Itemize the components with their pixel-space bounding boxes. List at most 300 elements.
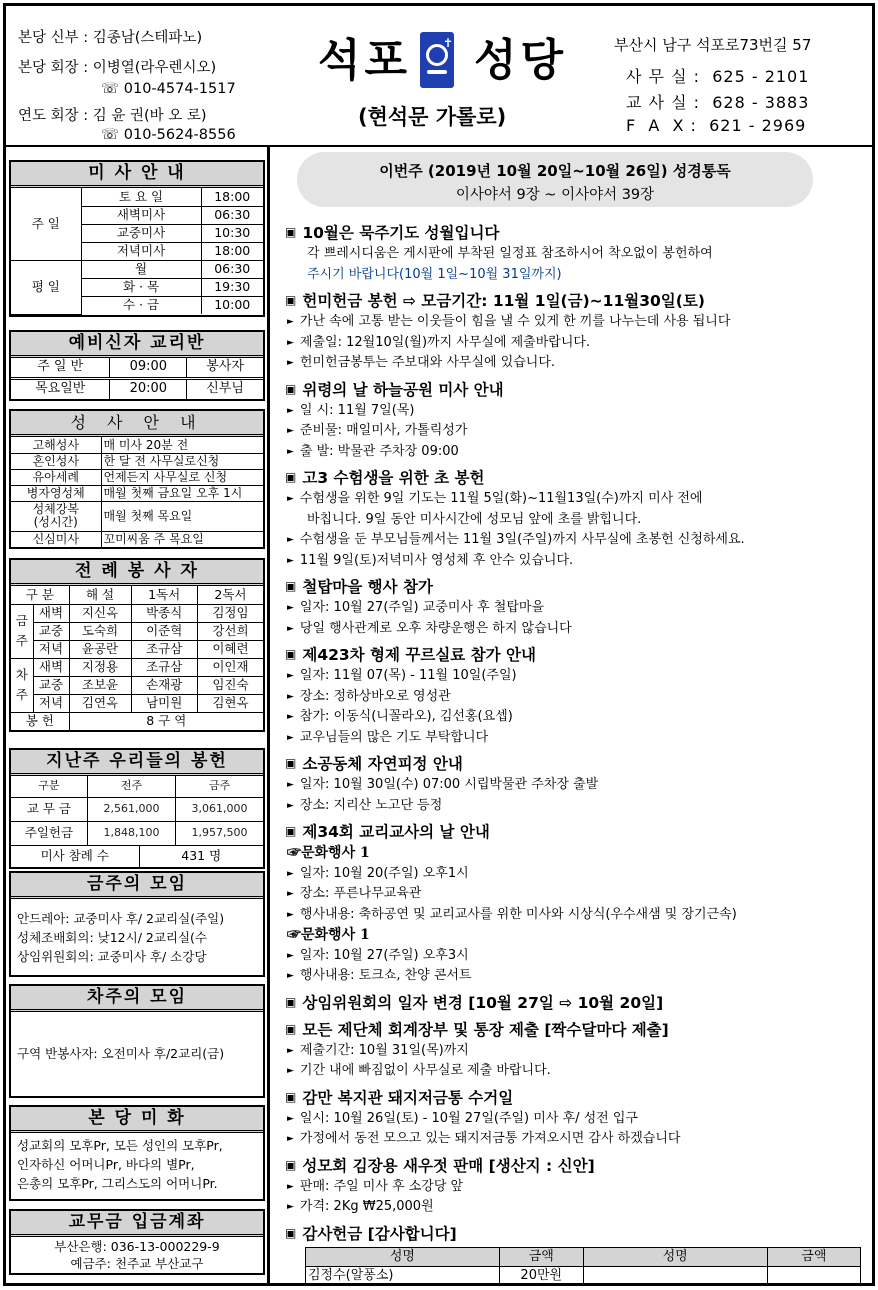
sacrament-name: 고해성사 (11, 437, 101, 453)
minister-name: 이인재 (197, 658, 263, 676)
title-left: 석포 (318, 35, 412, 86)
triangle-bullet-icon: ► (287, 868, 294, 879)
office-value: 621 - 2969 (709, 116, 807, 135)
mass-time: 06:30 (201, 206, 263, 224)
bible-title: 이번주 (2019년 10월 20일~10월 26일) 성경통독 (379, 162, 731, 180)
notice-line (285, 265, 870, 286)
table-row (11, 694, 263, 712)
notice-subheading (285, 925, 870, 946)
notice-line-text: 판매: 주일 미사 후 소강당 앞 (299, 1178, 464, 1194)
square-bullet-icon: ▣ (285, 1157, 297, 1172)
class-name: 목요일반 (11, 378, 110, 399)
notice-line-text: 기간 내에 빠짐없이 사무실로 제출 바랍니다. (299, 1063, 551, 1078)
president: 본당 회장 : 이병열(라우렌시오) (18, 60, 217, 76)
mass-name: 토 요 일 (81, 188, 201, 206)
this-week-value: 3,061,000 (176, 797, 263, 821)
notice-line (285, 489, 870, 510)
offering-row (11, 712, 263, 730)
bible-reading-banner (297, 152, 813, 207)
notice-line-text: 수험생을 위한 9일 기도는 11월 5일(화)~11월13일(수)까지 미사 전에 (299, 491, 703, 506)
class-teacher: 봉사자 (187, 358, 263, 378)
notice-title-text: 10월은 묵주기도 성월입니다 (302, 224, 500, 242)
notice-line (285, 312, 870, 333)
triangle-bullet-icon: ► (287, 712, 294, 722)
mass-name: 저녁 (33, 694, 69, 712)
triangle-bullet-icon: ► (287, 1066, 294, 1076)
notice-title-text: 위령의 날 하늘공원 미사 안내 (302, 380, 504, 399)
notice-title (285, 466, 870, 489)
teacher-room-phone (626, 90, 809, 113)
notice-line-text: 장소: 푸른나무교육관 (299, 886, 422, 901)
minister-name: 남미원 (131, 694, 197, 712)
notice-line-text: 주시기 바랍니다(10월 1일~10월 31일까지) (307, 266, 562, 282)
notice-line-text: 가정에서 동전 모으고 있는 돼지저금통 가져오시면 감사 하겠습니다 (299, 1131, 681, 1146)
sacrament-info: 매 미사 20분 전 (101, 437, 263, 453)
table-row (11, 604, 263, 622)
sacraments-box (9, 409, 265, 549)
box-title: 전 례 봉 사 자 (11, 560, 263, 586)
notice-line-text: 일시: 10월 26일(토) - 10월 27일(주일) 미사 후/ 성전 입구 (299, 1110, 638, 1126)
attendance-value: 431 명 (181, 848, 222, 864)
notice-line-text: ☞문화행사 1 (287, 845, 370, 861)
notice-line (285, 707, 870, 728)
sacrament-info: 꼬미씨움 주 목요일 (101, 531, 263, 547)
col-header: 성명 (583, 1247, 767, 1266)
liturgy-table (11, 586, 263, 730)
notice-title (285, 991, 870, 1014)
notice-line-text: 장소: 정하상바오로 영성관 (299, 688, 451, 704)
table-row (11, 676, 263, 694)
attendance-label: 미사 참례 수 (11, 846, 139, 867)
mass-name: 교중미사 (81, 224, 201, 242)
col-header: 금주 (176, 776, 263, 797)
notice-section (285, 1018, 870, 1082)
triangle-bullet-icon: ► (287, 909, 294, 920)
notice-section (285, 991, 870, 1014)
mass-name: 저녁미사 (81, 242, 201, 260)
row-label: 교 무 금 (11, 797, 87, 821)
square-bullet-icon: ▣ (285, 994, 297, 1009)
pastor: 본당 신부 : 김종남(스테파노) (18, 30, 203, 46)
triangle-bullet-icon: ► (287, 603, 294, 613)
notice-title-text: 철탑마을 행사 참가 (302, 578, 433, 596)
minister-name: 임진숙 (197, 676, 263, 694)
bank-account: 부산은행: 036-13-000229-9 (54, 1239, 220, 1254)
box-title: 차주의 모임 (11, 986, 263, 1012)
minister-name: 김연옥 (69, 694, 131, 712)
notice-section (285, 221, 870, 285)
square-bullet-icon: ▣ (285, 293, 297, 307)
offering-label: 봉 헌 (11, 712, 69, 730)
vice-president: 연도 회장 : 김 윤 권(바 오 로) (18, 108, 207, 124)
notice-title-text: 성모회 김장용 새우젓 판매 [생산지 : 신안] (302, 1156, 595, 1175)
notice-section (285, 643, 870, 748)
mass-name: 월 (81, 260, 201, 278)
office-value: 625 - 2101 (712, 67, 810, 86)
triangle-bullet-icon: ► (287, 889, 294, 899)
sunday-label: 주 일 (11, 188, 81, 260)
sacrament-info: 매월 첫째 목요일 (101, 501, 263, 531)
notice-line-text: 헌미헌금봉투는 주보대와 사무실에 있습니다. (299, 355, 556, 370)
this-week-value: 1,957,500 (176, 821, 263, 845)
triangle-bullet-icon: ► (287, 494, 294, 504)
notice-line (285, 551, 870, 572)
notice-title (285, 820, 870, 843)
notice-line-text: 가난 속에 고통 받는 이웃들이 힘을 낼 수 있게 한 끼를 나누는데 사용 됩니다 (299, 314, 731, 329)
notice-line-text: ☞문화행사 1 (287, 927, 370, 943)
notice-section (285, 752, 870, 816)
notice-line-text: 11월 9일(토)저녁미사 영성체 후 안수 있습니다. (299, 552, 574, 568)
catechumen-box (9, 330, 265, 401)
box-title: 성 사 안 내 (11, 411, 263, 437)
mass-time: 18:00 (201, 188, 263, 206)
notice-line-text: 일자: 10월 27(주일) 오후3시 (299, 947, 469, 963)
square-bullet-icon: ▣ (285, 647, 297, 661)
notice-line (285, 421, 870, 442)
notice-title (285, 1154, 870, 1177)
office-label: F A X : (626, 116, 697, 135)
col-header: 구분 (11, 776, 87, 797)
minister-name: 손재광 (131, 676, 197, 694)
col-header: 금액 (767, 1247, 860, 1266)
minister-name: 김현옥 (197, 694, 263, 712)
triangle-bullet-icon: ► (287, 535, 294, 545)
triangle-bullet-icon: ► (287, 1045, 294, 1056)
triangle-bullet-icon: ► (287, 732, 294, 743)
notice-line-text: 제출기간: 10월 31일(목)까지 (299, 1042, 469, 1058)
next-week-meetings-box (9, 984, 265, 1098)
box-title: 미 사 안 내 (11, 162, 263, 188)
class-name: 주 일 반 (11, 358, 110, 378)
notice-line-text: 일자: 11월 07(목) - 11월 10일(주일) (299, 668, 517, 683)
notice-section (285, 466, 870, 571)
notice-line (285, 442, 870, 463)
notice-line-text: 바칩니다. 9일 동안 미사시간에 성모님 앞에 초를 밝힙니다. (307, 511, 642, 527)
mass-name: 화 · 목 (81, 278, 201, 296)
notice-line (285, 666, 870, 687)
triangle-bullet-icon: ► (287, 623, 294, 634)
table-row (11, 469, 263, 485)
vice-president-phone: ☏ 010-5624-8556 (101, 127, 236, 143)
triangle-bullet-icon: ► (287, 950, 294, 961)
mass-schedule-box (9, 160, 265, 317)
notice-line-text: 출 발: 박물관 주차장 09:00 (299, 443, 459, 459)
notice-line-text: 장소: 지리산 노고단 등정 (299, 797, 443, 813)
triangle-bullet-icon: ► (287, 1134, 294, 1144)
notice-line (285, 728, 870, 749)
notice-line-text: 제출일: 12월10일(월)까지 사무실에 제출바랍니다. (299, 334, 591, 350)
notice-line-text: 가격: 2Kg ₩25,000원 (299, 1199, 434, 1214)
donor-name: 김정수(알퐁소) (306, 1266, 500, 1285)
minister-name: 윤공란 (69, 640, 131, 658)
sacrament-name: 혼인성사 (11, 453, 101, 469)
square-bullet-icon: ▣ (285, 1021, 297, 1036)
class-time: 20:00 (110, 378, 187, 399)
table-row (11, 640, 263, 658)
triangle-bullet-icon: ► (287, 317, 294, 327)
header (6, 6, 872, 147)
box-title: 예비신자 교리반 (11, 332, 263, 358)
mass-time: 19:30 (201, 278, 263, 296)
triangle-bullet-icon: ► (287, 691, 294, 702)
flowers-box (9, 1105, 265, 1201)
sacrament-name: 유아세례 (11, 469, 101, 485)
square-bullet-icon: ▣ (285, 756, 297, 770)
flowers-line: 인자하신 어머니Pr, 바다의 별Pr, (17, 1157, 195, 1172)
col-header: 2독서 (197, 586, 263, 604)
minister-name: 이혜련 (197, 640, 263, 658)
address: 부산시 남구 석포로73번길 57 (614, 36, 812, 54)
left-column (6, 147, 270, 1283)
square-bullet-icon: ▣ (285, 1225, 297, 1240)
weekday-label: 평 일 (11, 260, 81, 314)
square-bullet-icon: ▣ (285, 381, 297, 396)
box-title: 교무금 입금계좌 (11, 1211, 263, 1237)
notice-line (285, 353, 870, 374)
notice-title-text: 감만 복지관 돼지저금통 수거일 (302, 1088, 514, 1107)
square-bullet-icon: ▣ (285, 824, 297, 838)
notice-section (285, 575, 870, 639)
minister-name: 강선희 (197, 622, 263, 640)
table-row (11, 453, 263, 469)
box-title: 본 당 미 화 (11, 1107, 263, 1133)
office-label: 교 사 실 : (626, 93, 701, 112)
notice-line (285, 864, 870, 885)
notice-title (285, 289, 870, 312)
notice-line-text: 참가: 이동식(니꼴라오), 김선홍(요셉) (299, 709, 513, 724)
notice-line (285, 884, 870, 905)
offering-table (11, 776, 263, 867)
triangle-bullet-icon: ► (287, 555, 294, 566)
minister-name: 조보윤 (69, 676, 131, 694)
notice-subheading (285, 843, 870, 864)
notice-line (285, 1197, 870, 1218)
table-row (11, 658, 263, 676)
church-logo-icon: ✝ (420, 32, 454, 88)
offering-value: 8 구 역 (69, 712, 263, 730)
amount: 20만원 (499, 1266, 583, 1285)
account-holder: 예금주: 천주교 부산교구 (70, 1256, 204, 1271)
thanks-offering-table (305, 1247, 861, 1286)
triangle-bullet-icon: ► (287, 780, 294, 790)
triangle-bullet-icon: ► (287, 337, 294, 348)
notice-title (285, 752, 870, 775)
mass-time: 06:30 (201, 260, 263, 278)
notice-title-text: 헌미헌금 봉헌 ⇨ 모금기간: 11월 1일(금)~11월30일(토) (302, 292, 705, 310)
week-label: 차 주 (11, 658, 33, 712)
table-row (11, 622, 263, 640)
notice-title-text: 소공동체 자연피정 안내 (302, 755, 463, 773)
meeting-line: 구역 반봉사자: 오전미사 후/2교리(금) (17, 1046, 225, 1061)
notice-line (285, 966, 870, 987)
class-time: 09:00 (110, 358, 187, 378)
liturgy-ministers-box (9, 558, 265, 732)
notice-line (285, 530, 870, 551)
notice-line-text: 당일 행사관계로 오후 차량운행은 하지 않습니다 (299, 620, 572, 636)
triangle-bullet-icon: ► (287, 358, 294, 368)
flowers-line: 은총의 모후Pr, 그리스도의 어머니Pr. (17, 1176, 218, 1191)
notice-title (285, 1018, 870, 1041)
notice-line-text: 행사내용: 축하공연 및 교리교사를 위한 미사와 시상식(우수새샘 및 장기근속) (299, 906, 737, 922)
notice-title (285, 1086, 870, 1109)
mass-table (11, 188, 263, 315)
notice-line (285, 1041, 870, 1062)
triangle-bullet-icon: ► (287, 1181, 294, 1192)
notice-line (285, 510, 870, 531)
header-row (306, 1247, 861, 1266)
box-title: 지난주 우리들의 봉헌 (11, 750, 263, 776)
right-column (273, 147, 872, 1283)
triangle-bullet-icon: ► (287, 446, 294, 457)
offering-box (9, 748, 265, 869)
this-week-meetings-box (9, 871, 265, 977)
meeting-line: 성체조배회의: 낮12시/ 2교리실(수 (17, 930, 208, 945)
col-header: 1독서 (131, 586, 197, 604)
amount (767, 1266, 860, 1285)
col-header: 성명 (306, 1247, 500, 1266)
flowers-line: 성교회의 모후Pr, 모든 성인의 모후Pr, (17, 1138, 223, 1153)
mass-name: 새벽 (33, 604, 69, 622)
title-right: 성당 (474, 35, 568, 86)
minister-name: 김정임 (197, 604, 263, 622)
donor-name (583, 1266, 767, 1285)
mass-name: 저녁 (33, 640, 69, 658)
minister-name: 도숙희 (69, 622, 131, 640)
table-row (11, 485, 263, 501)
notice-section (285, 1086, 870, 1150)
notice-line (285, 1129, 870, 1150)
notices (285, 221, 870, 1290)
notice-title-text: 고3 수험생을 위한 초 봉헌 (302, 469, 485, 487)
triangle-bullet-icon: ► (287, 405, 294, 416)
minister-name: 이준혁 (131, 622, 197, 640)
notice-title (285, 575, 870, 598)
notice-section (285, 378, 870, 463)
triangle-bullet-icon: ► (287, 671, 294, 681)
notice-line (285, 687, 870, 708)
subtitle: (현석문 가롤로) (358, 105, 507, 129)
account-box (9, 1209, 265, 1275)
president-phone: ☏ 010-4574-1517 (101, 81, 236, 97)
last-week-value: 1,848,100 (87, 821, 175, 845)
notice-line-text: 수험생을 둔 부모님들께서는 11월 3일(주일)까지 사무실에 초봉헌 신청하세요. (299, 532, 745, 547)
notice-section (285, 289, 870, 374)
mass-name: 교중 (33, 622, 69, 640)
notice-line-text: 교우님들의 많은 기도 부탁합니다 (299, 729, 489, 745)
notice-title-text: 제423차 형제 꾸르실료 참가 안내 (302, 646, 536, 664)
fax (626, 116, 806, 135)
notice-line-text: 준비물: 매일미사, 가톨릭성가 (299, 423, 468, 438)
triangle-bullet-icon: ► (287, 800, 294, 811)
sacrament-name: 신심미사 (11, 531, 101, 547)
notice-line-text: 일자: 10월 27(주일) 교중미사 후 철탑마을 (299, 600, 545, 615)
triangle-bullet-icon: ► (287, 971, 294, 981)
notice-title-text: 제34회 교리교사의 날 안내 (302, 823, 490, 841)
notice-line (285, 1177, 870, 1198)
mass-name: 새벽 (33, 658, 69, 676)
mass-name: 교중 (33, 676, 69, 694)
triangle-bullet-icon: ► (287, 1113, 294, 1124)
table-row (11, 437, 263, 453)
notice-section (285, 820, 870, 987)
square-bullet-icon: ▣ (285, 579, 297, 593)
notice-line (285, 775, 870, 796)
sacrament-info: 언제든지 사무실로 신청 (101, 469, 263, 485)
col-header: 전주 (87, 776, 175, 797)
notice-line-text: 각 쁘레시디움은 게시판에 부착된 일정표 참조하시어 착오없이 봉헌하여 (307, 246, 713, 261)
minister-name: 조규삼 (131, 640, 197, 658)
notice-line (285, 244, 870, 265)
square-bullet-icon: ▣ (285, 225, 297, 239)
row-label: 주일헌금 (11, 821, 87, 845)
notice-title (285, 1222, 870, 1245)
minister-name: 박종식 (131, 604, 197, 622)
notice-line (285, 1109, 870, 1130)
meeting-line: 안드레아: 교중미사 후/ 2교리실(주일) (17, 911, 225, 926)
last-week-value: 2,561,000 (87, 797, 175, 821)
table-row (11, 501, 263, 531)
mass-time: 10:30 (201, 224, 263, 242)
notice-line (285, 598, 870, 619)
mass-time: 18:00 (201, 242, 263, 260)
office-phone (626, 64, 809, 87)
box-title: 금주의 모임 (11, 873, 263, 899)
bible-range: 이사야서 9장 ~ 이사야서 39장 (455, 187, 655, 203)
meeting-line: 상임위원회의: 교중미사 후/ 소강당 (17, 949, 207, 964)
sacrament-info: 매월 첫째 금요일 오후 1시 (101, 485, 263, 501)
sacrament-name: 병자영성체 (11, 485, 101, 501)
triangle-bullet-icon: ► (287, 1202, 294, 1212)
notice-title-text: 상임위원회의 일자 변경 [10월 27일 ⇨ 10월 20일] (302, 993, 664, 1012)
class-teacher: 신부님 (187, 378, 263, 399)
notice-line (285, 946, 870, 967)
mass-name: 수 · 금 (81, 296, 201, 314)
notice-section (285, 1154, 870, 1218)
minister-name: 지신옥 (69, 604, 131, 622)
catechumen-table (11, 358, 263, 399)
bulletin-page (3, 3, 875, 1286)
notice-line (285, 905, 870, 926)
notice-line-text: 일 시: 11월 7일(목) (299, 402, 415, 418)
notice-title (285, 221, 870, 244)
office-value: 628 - 3883 (712, 93, 810, 112)
header-row (11, 586, 263, 604)
notice-line (285, 619, 870, 640)
office-label: 사 무 실 : (626, 67, 701, 86)
sacraments-table (11, 437, 263, 547)
minister-name: 지정용 (69, 658, 131, 676)
notice-title-text: 감사헌금 [감사합니다] (302, 1224, 457, 1243)
col-header: 구 분 (11, 586, 69, 604)
table-row (11, 531, 263, 547)
sacrament-info: 한 달 전 사무실로신청 (101, 453, 263, 469)
col-header: 해 설 (69, 586, 131, 604)
mass-time: 10:00 (201, 296, 263, 314)
notice-line (285, 1061, 870, 1082)
col-header: 금액 (499, 1247, 583, 1266)
week-label: 금 주 (11, 604, 33, 658)
notice-line-text: 일자: 10월 20(주일) 오후1시 (299, 865, 469, 881)
square-bullet-icon: ▣ (285, 470, 297, 484)
triangle-bullet-icon: ► (287, 426, 294, 436)
mass-name: 새벽미사 (81, 206, 201, 224)
notice-section (285, 1222, 870, 1286)
notice-line-text: 일자: 10월 30일(수) 07:00 시립박물관 주차장 출발 (299, 777, 599, 792)
table-row (306, 1266, 861, 1285)
notice-title (285, 643, 870, 666)
notice-line (285, 401, 870, 422)
notice-line-text: 행사내용: 토크쇼, 찬양 콘서트 (299, 968, 472, 983)
